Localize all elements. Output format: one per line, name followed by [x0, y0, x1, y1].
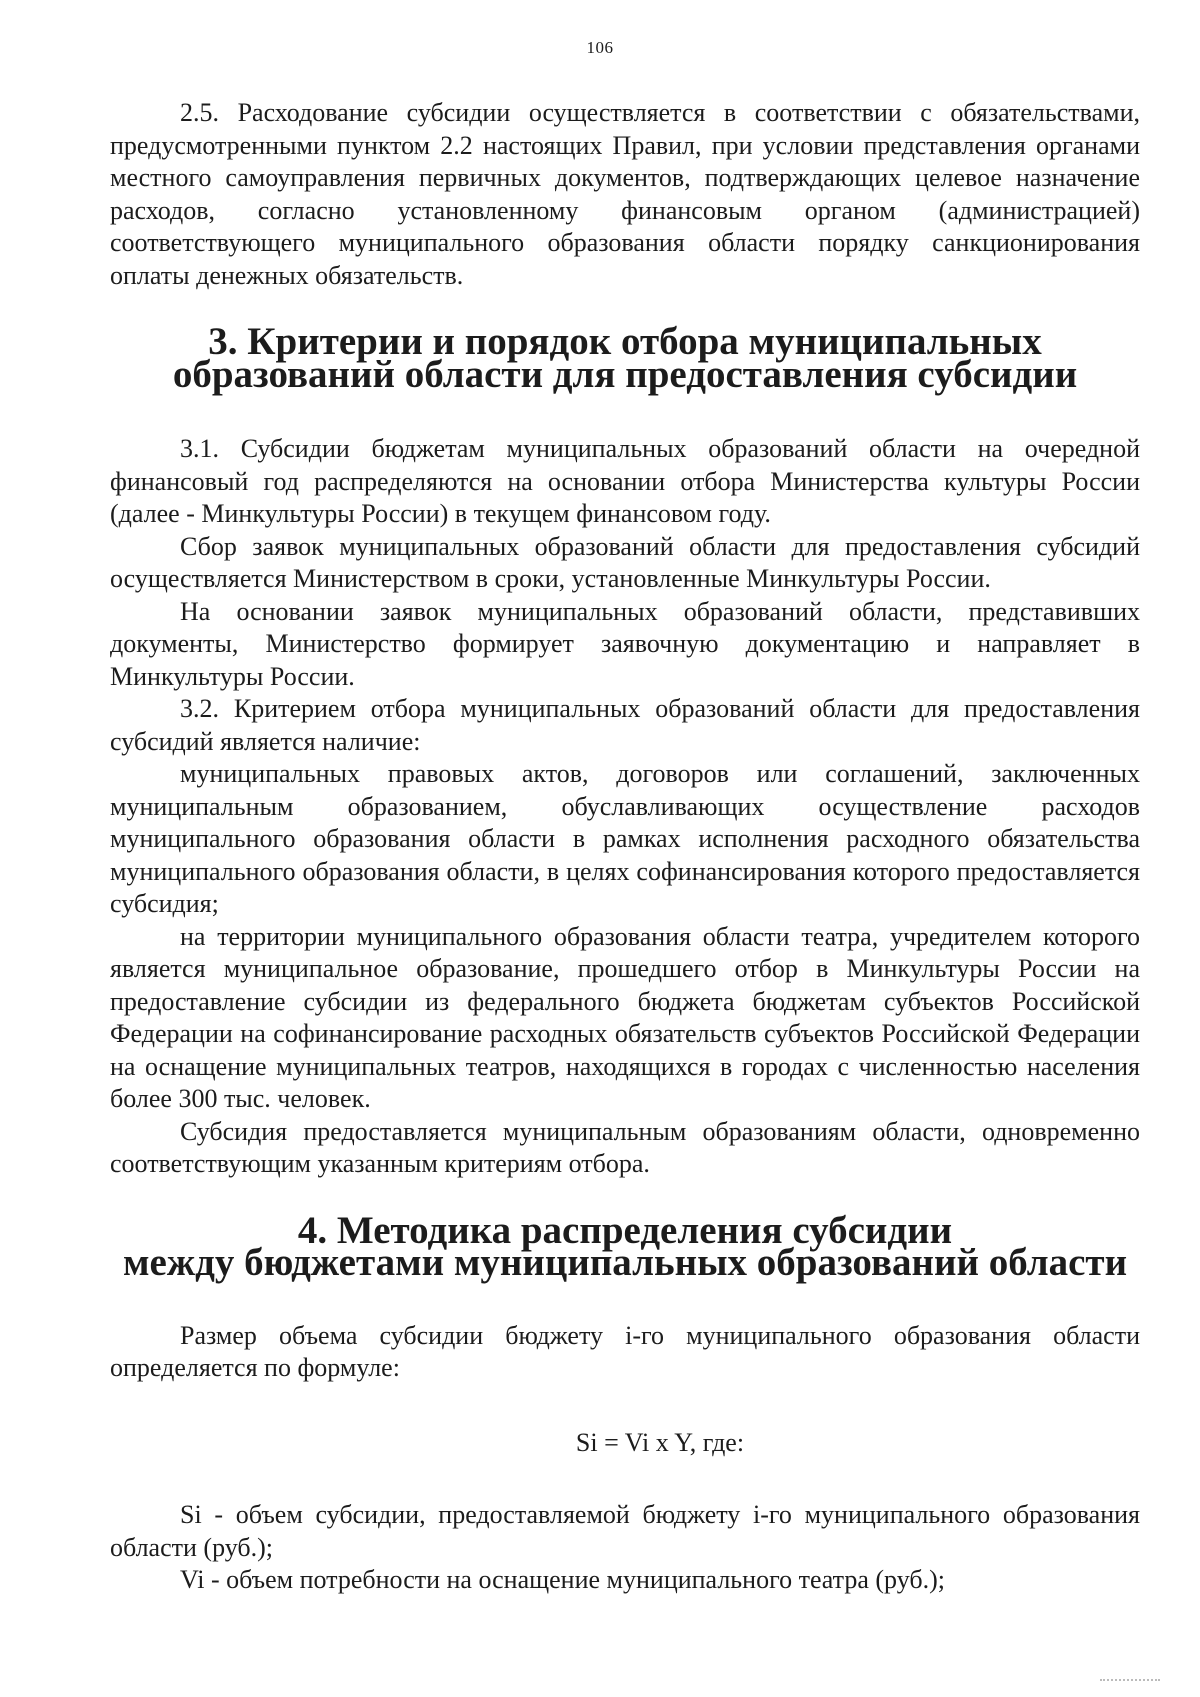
- formula: Si = Vi x Y, где:: [575, 1427, 745, 1457]
- definition-vi: Vi - объем потребности на оснащение муниципального театра (руб.);: [180, 1565, 945, 1594]
- section-4-heading-line-2: между бюджетами муниципальных образований области: [122, 1241, 1128, 1284]
- paragraph-formula-intro: Размер объема субсидии бюджету i-го муниципального образования области определяется по формуле:: [110, 1320, 1140, 1382]
- scan-artifact: [1100, 1679, 1160, 1691]
- section-3-heading-line-1: 3. Критерии и порядок отбора муниципальных: [208, 320, 1042, 363]
- section-3-heading-line-2: образований области для предоставления субсидии: [172, 352, 1078, 396]
- paragraph-3-2: 3.2. Критерием отбора муниципальных образований области для предоставления субсидий является наличие:: [110, 694, 1140, 756]
- section-4-heading-line-1: 4. Методика распределения субсидии: [297, 1208, 953, 1252]
- paragraph-based-on: На основании заявок муниципальных образований области, представивших документы, Министерство формирует заявочную документацию и направляет в Минкультуры России.: [110, 596, 1140, 691]
- paragraph-criterion-2: на территории муниципального образования области театра, учредителем которого является муниципальное образование, прошедшего отбор в Минкультуры России на предоставление субсидии из федерального бюджета бюджетам субъектов Российской Федерации на софинансирование расходных обязательств субъектов Российской Федерации на оснащение муниципальных театров, находящихся в городах с численностью населения более 300 тыс. человек.: [110, 921, 1140, 1113]
- paragraph-criterion-1: муниципальных правовых актов, договоров или соглашений, заключенных муниципальным образованием, обуславливающих осуществление расходов муниципального образования области в рамках исполнения расходного обязательства муниципального образования области, в целях софинансирования которого предоставляется субсидия;: [110, 759, 1140, 918]
- page-number: 106: [586, 38, 614, 57]
- paragraph-3-1: 3.1. Субсидии бюджетам муниципальных образований области на очередной финансовый год распределяются на основании отбора Министерства культуры России (далее - Минкультуры России) в текущем финансовом году.: [110, 434, 1140, 528]
- paragraph-collection: Сбор заявок муниципальных образований области для предоставления субсидий осуществляется Министерством в сроки, установленные Минкультуры России.: [110, 531, 1140, 593]
- section-3-heading: [110, 320, 1140, 396]
- section-4-heading: [110, 1208, 1140, 1284]
- definition-si: Si - объем субсидии, предоставляемой бюджету i-го муниципального образования области (руб.);: [110, 1500, 1140, 1562]
- paragraph-conclusion: Субсидия предоставляется муниципальным образованиям области, одновременно соответствующим указанным критериям отбора.: [110, 1116, 1140, 1178]
- paragraph-2-5: 2.5. Расходование субсидии осуществляется в соответствии с обязательствами, предусмотренными пунктом 2.2 настоящих Правил, при условии представления органами местного самоуправления первичных документов, подтверждающих целевое назначение расходов, согласно установленному финансовым органом (администрацией) соответствующего муниципального образования области порядку санкционирования оплаты денежных обязательств.: [110, 98, 1140, 290]
- document-body: [110, 97, 1140, 1597]
